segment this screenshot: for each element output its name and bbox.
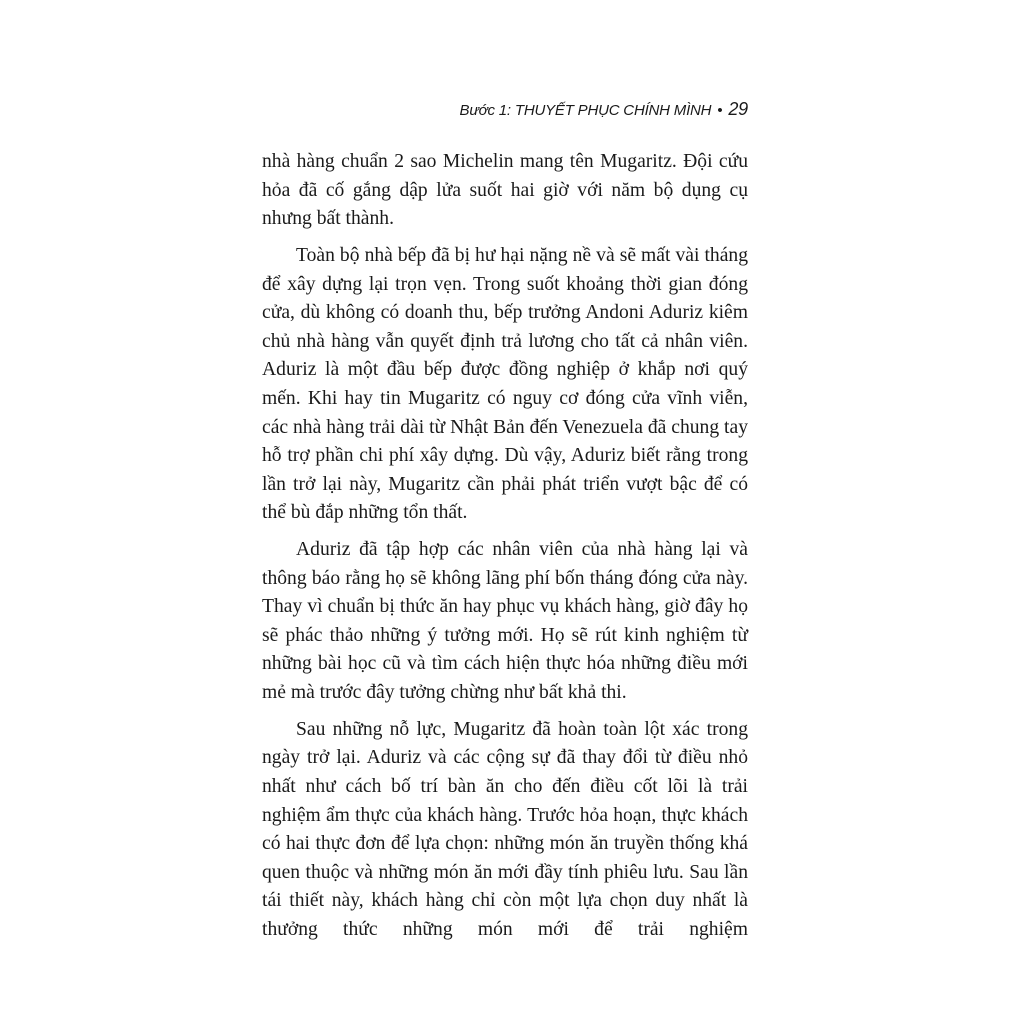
paragraph-2: Toàn bộ nhà bếp đã bị hư hại nặng nề và sẽ mất vài tháng để xây dựng lại trọn vẹn. Trong suốt khoảng thời gian đóng cửa, dù không có doanh thu, bếp trưởng Andoni Aduriz kiêm chủ nhà hàng vẫn quyết định trả lương cho tất cả nhân viên. Aduriz là một đầu bếp được đồng nghiệp ở khắp nơi quý mến. Khi hay tin Mugaritz có nguy cơ đóng cửa vĩnh viễn, các nhà hàng trải dài từ Nhật Bản đến Venezuela đã chung tay hỗ trợ phần chi phí xây dựng. Dù vậy, Aduriz biết rằng trong lần trở lại này, Mugaritz cần phải phát triển vượt bậc để có thể bù đắp những tổn thất. — [262, 244, 748, 524]
paragraph-4: Sau những nỗ lực, Mugaritz đã hoàn toàn lột xác trong ngày trở lại. Aduriz và các cộng sự đã thay đổi từ điều nhỏ nhất như cách bố trí bàn ăn cho đến điều cốt lõi là trải nghiệm ẩm thực của khách hàng. Trước hỏa hoạn, thực khách có hai thực đơn để lựa chọn: những món ăn truyền thống khá quen thuộc và những món ăn mới đầy tính phiêu lưu. Sau lần tái thiết này, khách hàng chỉ còn một lựa chọn duy nhất là thưởng thức những món mới để trải nghiệm — [262, 718, 748, 940]
chapter-title: Bước 1: THUYẾT PHỤC CHÍNH MÌNH — [459, 102, 712, 119]
paragraph-1: nhà hàng chuẩn 2 sao Michelin mang tên Mugaritz. Đội cứu hỏa đã cố gắng dập lửa suốt hai giờ với năm bộ dụng cụ nhưng bất thành. — [262, 151, 748, 230]
header-separator: • — [717, 102, 723, 119]
body-text — [262, 148, 748, 953]
paragraph-3: Aduriz đã tập hợp các nhân viên của nhà hàng lại và thông báo rằng họ sẽ không lãng phí bốn tháng đóng cửa này. Thay vì chuẩn bị thức ăn hay phục vụ khách hàng, giờ đây họ sẽ phác thảo những ý tưởng mới. Họ sẽ rút kinh nghiệm từ những bài học cũ và tìm cách hiện thực hóa những điều mới mẻ mà trước đây tưởng chừng như bất khả thi. — [262, 539, 748, 704]
page-number: 29 — [728, 99, 748, 119]
running-header — [460, 99, 748, 120]
